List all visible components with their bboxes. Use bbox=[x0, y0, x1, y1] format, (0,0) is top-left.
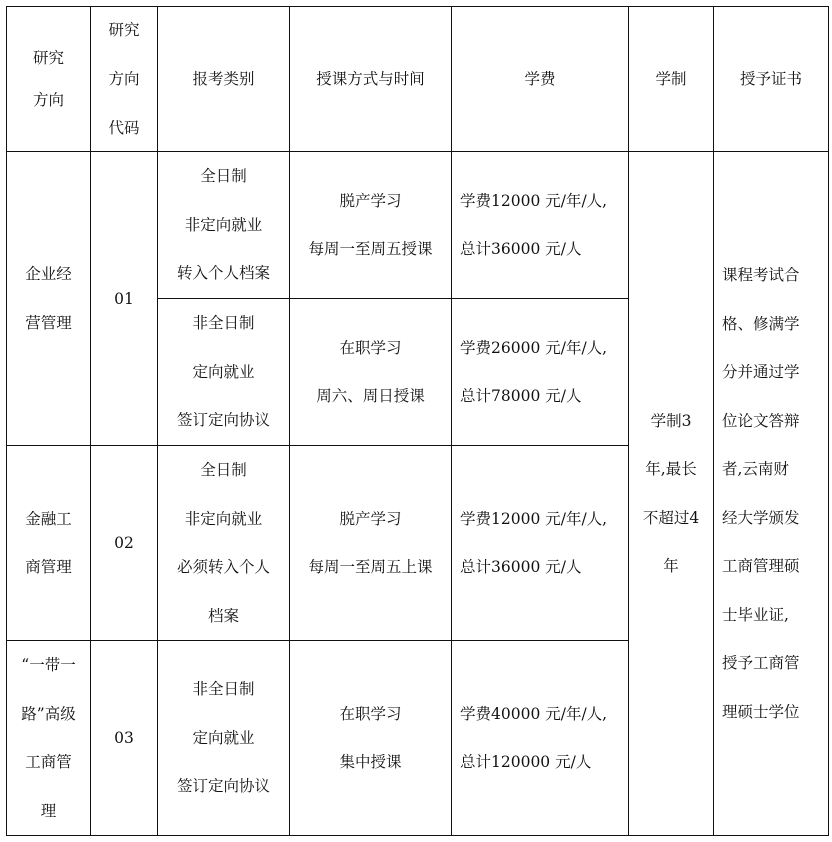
method-cell bbox=[290, 152, 452, 299]
table-row bbox=[7, 152, 829, 299]
method-line: 在职学习 bbox=[339, 339, 402, 357]
direction-cell bbox=[7, 446, 91, 641]
code-cell: 03 bbox=[91, 641, 158, 836]
code-cell: 01 bbox=[91, 152, 158, 446]
category-cell bbox=[158, 446, 290, 641]
direction-line: 路”高级 bbox=[21, 704, 76, 723]
header-certificate: 授予证书 bbox=[714, 7, 829, 152]
header-code-line: 方向 bbox=[108, 70, 140, 88]
header-direction bbox=[7, 7, 91, 152]
category-line: 非全日制 bbox=[192, 680, 255, 699]
tuition-cell bbox=[452, 299, 629, 446]
certificate-line: 格、修满学 bbox=[722, 314, 800, 333]
header-code-line: 研究 bbox=[108, 21, 140, 39]
certificate-line: 者,云南财 bbox=[722, 460, 789, 478]
method-line: 脱产学习 bbox=[339, 192, 402, 210]
direction-line: 企业经 bbox=[25, 265, 72, 283]
category-line: 非定向就业 bbox=[184, 215, 263, 234]
method-line: 每周一至周五上课 bbox=[308, 558, 433, 576]
duration-line: 年,最长 bbox=[645, 460, 697, 478]
certificate-line: 工商管理硕 bbox=[722, 557, 800, 575]
method-line: 在职学习 bbox=[339, 705, 402, 723]
certificate-line: 课程考试合 bbox=[722, 266, 800, 284]
category-line: 非全日制 bbox=[192, 314, 255, 333]
method-line: 脱产学习 bbox=[339, 510, 402, 528]
method-line: 周六、周日授课 bbox=[316, 387, 425, 405]
direction-line: 金融工 bbox=[25, 509, 72, 528]
certificate-line: 士毕业证, bbox=[722, 605, 789, 624]
header-direction-line: 方向 bbox=[32, 91, 64, 109]
certificate-line: 授予工商管 bbox=[722, 654, 800, 672]
header-duration: 学制 bbox=[629, 7, 714, 152]
header-code-line: 代码 bbox=[108, 119, 140, 137]
category-line: 定向就业 bbox=[192, 728, 255, 747]
certificate-cell bbox=[714, 152, 829, 836]
header-direction-line: 研究 bbox=[32, 49, 64, 67]
category-line: 全日制 bbox=[200, 461, 247, 479]
certificate-line: 分并通过学 bbox=[722, 363, 800, 381]
certificate-line: 理硕士学位 bbox=[722, 702, 800, 721]
category-line: 签订定向协议 bbox=[176, 777, 270, 796]
tuition-line: 总计120000 元/人 bbox=[460, 753, 592, 771]
method-line: 每周一至周五授课 bbox=[308, 240, 433, 258]
program-table bbox=[6, 6, 829, 836]
category-line: 转入个人档案 bbox=[176, 264, 270, 283]
header-row bbox=[7, 7, 829, 152]
direction-line: 工商管 bbox=[25, 753, 72, 771]
category-line: 档案 bbox=[207, 606, 239, 625]
tuition-cell bbox=[452, 152, 629, 299]
header-code bbox=[91, 7, 158, 152]
direction-line: 营管理 bbox=[25, 313, 72, 332]
direction-line: 商管理 bbox=[25, 558, 72, 576]
duration-cell bbox=[629, 152, 714, 836]
header-method: 授课方式与时间 bbox=[290, 7, 452, 152]
method-cell bbox=[290, 641, 452, 836]
category-line: 必须转入个人 bbox=[176, 558, 270, 576]
tuition-line: 总计36000 元/人 bbox=[460, 558, 582, 576]
tuition-cell bbox=[452, 446, 629, 641]
duration-line: 不超过4 bbox=[642, 508, 700, 527]
tuition-line: 总计36000 元/人 bbox=[460, 240, 582, 258]
tuition-line: 学费26000 元/年/人, bbox=[460, 339, 608, 357]
header-category: 报考类别 bbox=[158, 7, 290, 152]
direction-cell bbox=[7, 152, 91, 446]
certificate-line: 位论文答辩 bbox=[722, 411, 800, 430]
category-line: 全日制 bbox=[200, 167, 247, 186]
category-line: 签订定向协议 bbox=[176, 411, 270, 430]
direction-line: “一带一 bbox=[21, 656, 76, 674]
method-cell bbox=[290, 446, 452, 641]
method-cell bbox=[290, 299, 452, 446]
tuition-line: 学费12000 元/年/人, bbox=[460, 510, 608, 528]
category-cell bbox=[158, 152, 290, 299]
header-tuition: 学费 bbox=[452, 7, 629, 152]
tuition-line: 学费40000 元/年/人, bbox=[460, 705, 608, 723]
tuition-cell bbox=[452, 641, 629, 836]
code-cell: 02 bbox=[91, 446, 158, 641]
tuition-line: 总计78000 元/人 bbox=[460, 387, 582, 405]
category-cell bbox=[158, 641, 290, 836]
category-line: 定向就业 bbox=[192, 362, 255, 381]
duration-line: 学制3 bbox=[650, 411, 692, 430]
certificate-line: 经大学颁发 bbox=[722, 508, 800, 527]
direction-cell bbox=[7, 641, 91, 836]
category-cell bbox=[158, 299, 290, 446]
tuition-line: 学费12000 元/年/人, bbox=[460, 192, 608, 210]
direction-line: 理 bbox=[40, 801, 57, 820]
category-line: 非定向就业 bbox=[184, 509, 263, 528]
duration-line: 年 bbox=[663, 557, 679, 575]
method-line: 集中授课 bbox=[339, 753, 402, 771]
